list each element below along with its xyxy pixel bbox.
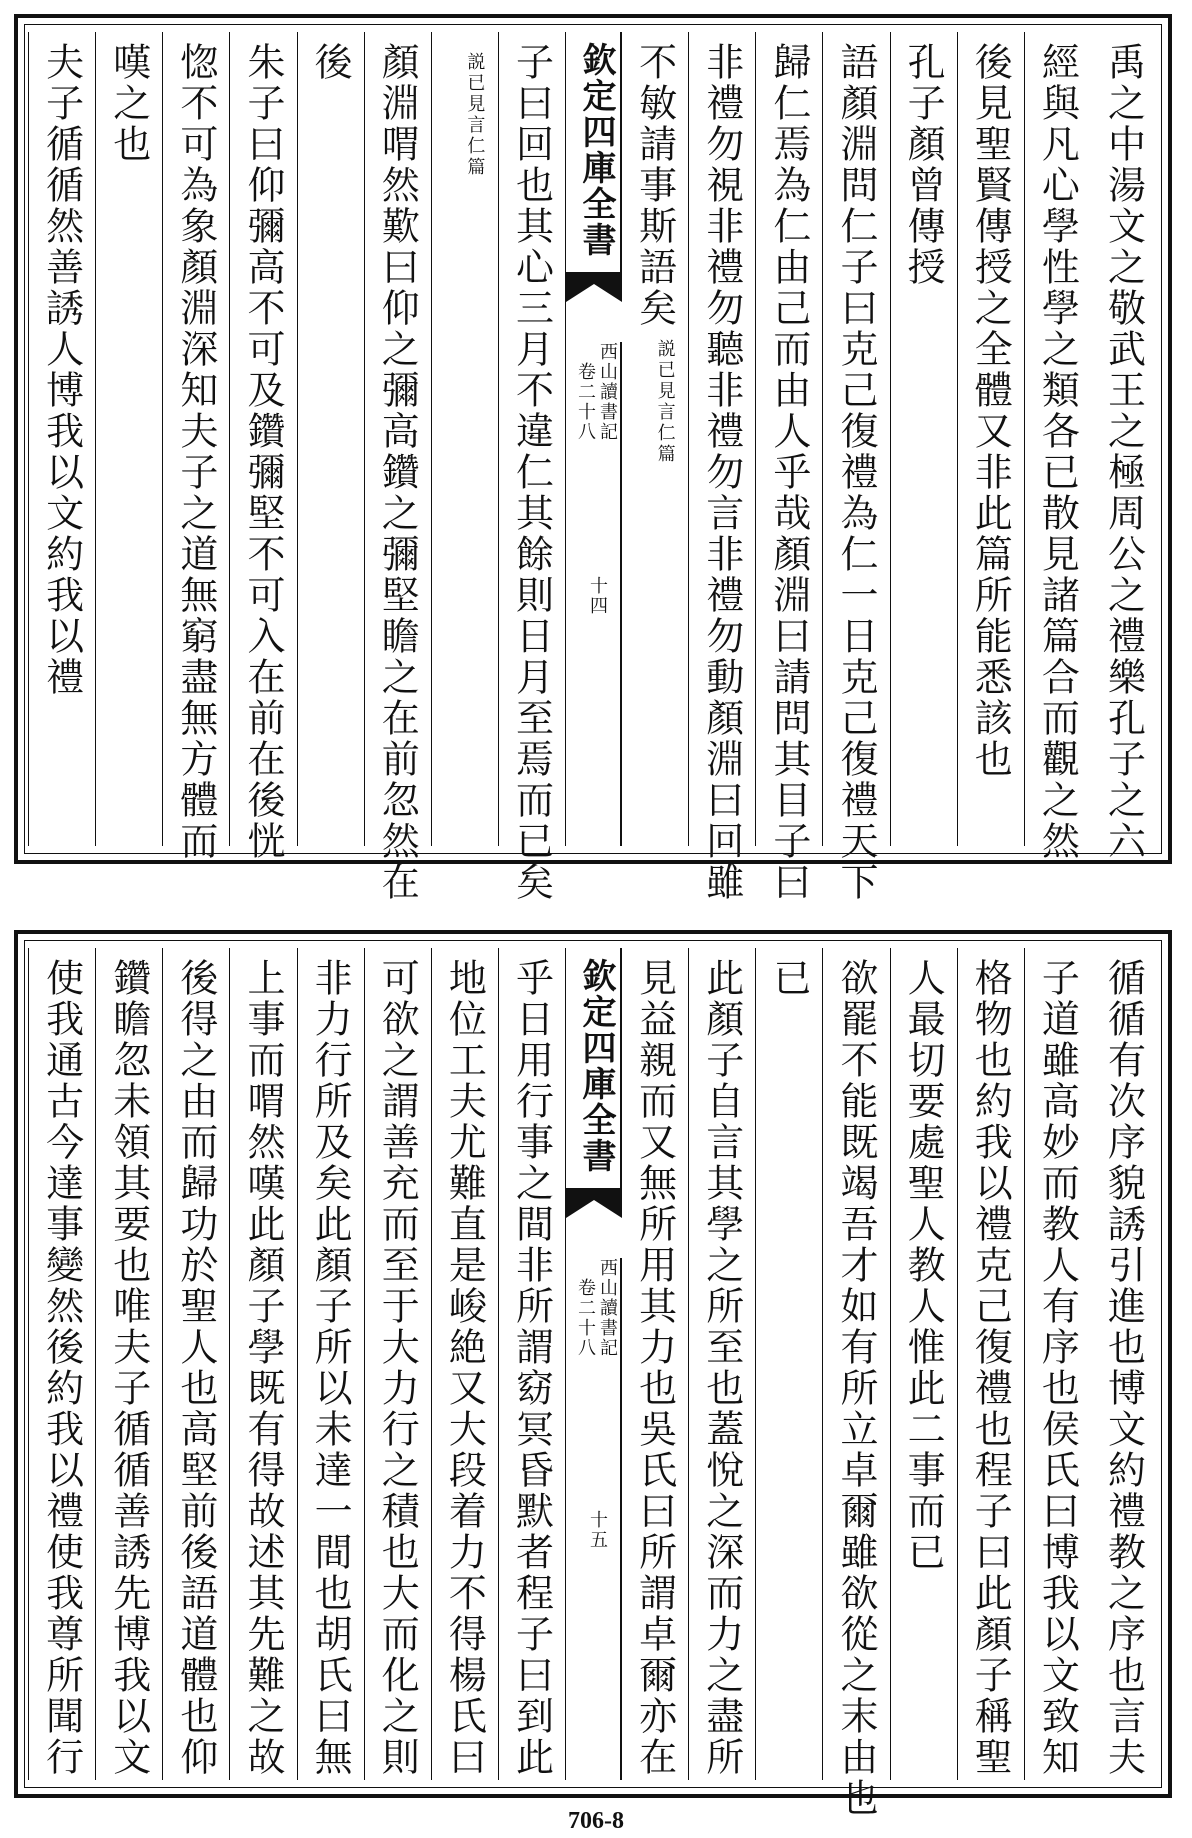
bottom-column-text: 人最切要處聖人教人惟此二事而已 bbox=[901, 958, 946, 1573]
top-book-title: 欽定四庫全書 bbox=[576, 42, 616, 258]
top-header-column bbox=[565, 32, 621, 846]
bottom-column-text: 欲罷不能既竭吾才如有所立卓爾雖欲從之末由也 bbox=[833, 958, 878, 1819]
top-page bbox=[14, 14, 1172, 903]
top-column bbox=[755, 32, 822, 903]
bottom-column bbox=[822, 948, 889, 1819]
bottom-page bbox=[14, 930, 1172, 1819]
top-column bbox=[95, 32, 162, 846]
top-volume-title: 西山讀書記 bbox=[597, 342, 618, 442]
bottom-column-text: 乎日用行事之間非所謂窈冥昏默者程子曰到此 bbox=[509, 958, 554, 1778]
bottom-column-text: 已 bbox=[766, 958, 811, 999]
bottom-column-text: 後得之由而歸功於聖人也高堅前後語道體也仰 bbox=[173, 958, 218, 1778]
top-column bbox=[28, 32, 95, 846]
bottom-column bbox=[1091, 948, 1158, 1780]
bottom-column bbox=[162, 948, 229, 1780]
bottom-column-text: 循循有次序貌誘引進也博文約禮教之序也言夫 bbox=[1101, 958, 1146, 1778]
top-column bbox=[229, 32, 296, 862]
top-column-text: 後 bbox=[308, 42, 353, 83]
top-column-text: 惚不可為象顏淵深知夫子之道無窮盡無方體而 bbox=[173, 42, 218, 862]
page-footer-label: 706-8 bbox=[568, 1808, 624, 1834]
bottom-column bbox=[755, 948, 822, 1780]
top-column-text: 後見聖賢傳授之全體又非此篇所能悉該也 bbox=[968, 42, 1013, 780]
bottom-column bbox=[890, 948, 957, 1780]
top-page-number: 十四 bbox=[587, 576, 608, 616]
bottom-column-text: 格物也約我以禮克己復禮也程子曰此顏子稱聖 bbox=[968, 958, 1013, 1778]
bottom-column-text: 使我通古今達事變然後約我以禮使我尊所聞行 bbox=[39, 958, 84, 1778]
bottom-column-text: 地位工夫尤難直是峻絶又大段着力不得楊氏曰 bbox=[442, 958, 487, 1778]
top-column bbox=[162, 32, 229, 862]
top-column bbox=[1024, 32, 1091, 862]
bottom-column-text: 見益親而又無所用其力也吳氏曰所謂卓爾亦在 bbox=[632, 958, 677, 1778]
top-column-text: 歸仁焉為仁由己而由人乎哉顏淵曰請問其目子曰 bbox=[766, 42, 811, 903]
bottom-column-text: 子道雖高妙而教人有序也侯氏曰博我以文致知 bbox=[1035, 958, 1080, 1778]
bottom-column-text: 上事而喟然嘆此顏子學既有得故述其先難之故 bbox=[240, 958, 285, 1778]
top-column bbox=[688, 32, 755, 903]
bottom-column-text: 此顏子自言其學之所至也蓋悅之深而力之盡所 bbox=[699, 958, 744, 1778]
bottom-column bbox=[95, 948, 162, 1780]
bottom-column bbox=[957, 948, 1024, 1780]
top-column bbox=[297, 32, 364, 846]
top-column bbox=[822, 32, 889, 903]
bottom-column bbox=[688, 948, 755, 1780]
bottom-column-text: 可欲之謂善充而至于大力行之積也大而化之則 bbox=[375, 958, 420, 1778]
bottom-page-number: 十五 bbox=[587, 1510, 608, 1550]
top-column-note: 説已見言仁篇 bbox=[464, 52, 486, 178]
bottom-column bbox=[431, 948, 498, 1780]
top-column bbox=[890, 32, 957, 846]
bottom-column bbox=[621, 948, 688, 1780]
top-column bbox=[957, 32, 1024, 846]
top-column-text: 朱子曰仰彌高不可及鑽彌堅不可入在前在後恍 bbox=[240, 42, 285, 862]
bottom-column-text: 鑽瞻忽未領其要也唯夫子循循善誘先博我以文 bbox=[106, 958, 151, 1778]
top-column bbox=[621, 32, 688, 846]
top-chapter: 卷二十八 bbox=[575, 362, 596, 442]
bottom-column bbox=[28, 948, 95, 1780]
top-fishtail-mark bbox=[566, 272, 622, 342]
bottom-column bbox=[229, 948, 296, 1780]
top-column-text: 夫子循循然善誘人博我以文約我以禮 bbox=[39, 42, 84, 698]
top-column bbox=[364, 32, 431, 903]
top-column bbox=[1091, 32, 1158, 862]
top-column-text: 禹之中湯文之敬武王之極周公之禮樂孔子之六 bbox=[1101, 42, 1146, 862]
bottom-volume-title: 西山讀書記 bbox=[597, 1258, 618, 1358]
top-column-text: 語顏淵問仁子曰克己復禮為仁一日克己復禮天下 bbox=[833, 42, 878, 903]
bottom-column bbox=[297, 948, 364, 1780]
top-column-note: 説已見言仁篇 bbox=[654, 339, 676, 465]
bottom-book-title: 欽定四庫全書 bbox=[576, 958, 616, 1174]
top-column-text: 非禮勿視非禮勿聽非禮勿言非禮勿動顏淵曰回雖 bbox=[699, 42, 744, 903]
bottom-chapter: 卷二十八 bbox=[575, 1278, 596, 1358]
top-column-text: 子曰回也其心三月不違仁其餘則日月至焉而已矣 bbox=[509, 42, 554, 903]
top-column bbox=[498, 32, 565, 903]
bottom-fishtail-mark bbox=[566, 1188, 622, 1258]
bottom-column bbox=[498, 948, 565, 1780]
bottom-column-text: 非力行所及矣此顏子所以未達一間也胡氏曰無 bbox=[308, 958, 353, 1778]
bottom-column bbox=[1024, 948, 1091, 1780]
bottom-header-column bbox=[565, 948, 621, 1780]
top-column-text: 經與凡心學性學之類各已散見諸篇合而觀之然 bbox=[1035, 42, 1080, 862]
top-column-text: 顏淵喟然歎曰仰之彌高鑽之彌堅瞻之在前忽然在 bbox=[375, 42, 420, 903]
top-column-text: 孔子顏曾傳授 bbox=[901, 42, 946, 288]
top-column bbox=[431, 32, 498, 846]
bottom-column bbox=[364, 948, 431, 1780]
top-column-text: 不敏請事斯語矣 bbox=[632, 42, 677, 329]
top-column-text: 嘆之也 bbox=[106, 42, 151, 165]
